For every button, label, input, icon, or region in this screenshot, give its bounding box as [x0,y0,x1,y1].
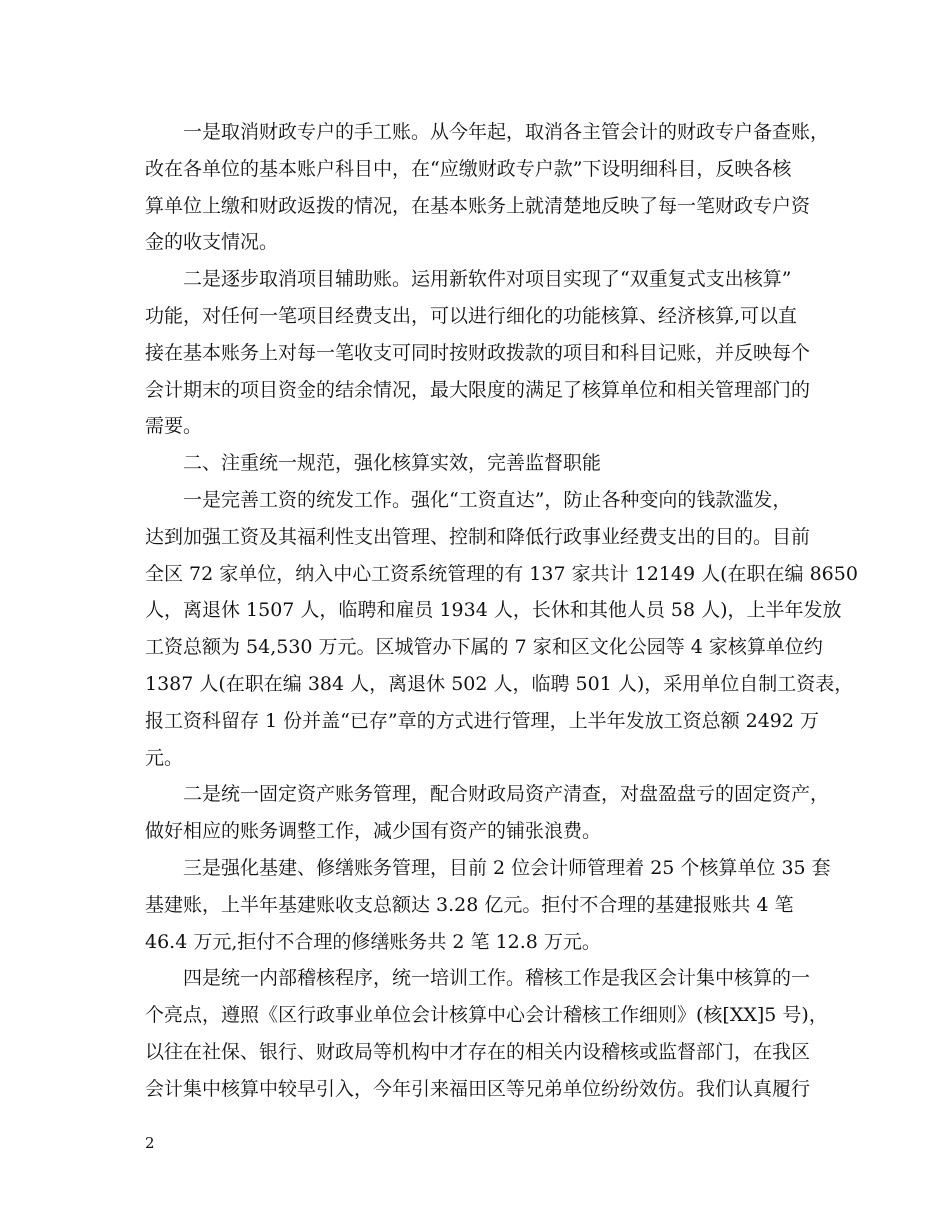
text-line: 达到加强工资及其福利性支出管理、控制和降低行政事业经费支出的目的。目前 [145,525,811,548]
text-line: 46.4 万元,拒付不合理的修缮账务共 2 笔 12.8 万元。 [145,930,601,953]
text-line: 元。 [145,746,184,769]
text-line: 三是强化基建、修缮账务管理，目前 2 位会计师管理着 25 个核算单位 35 套 [183,856,831,879]
text-line: 功能，对任何一笔项目经费支出，可以进行细化的功能核算、经济核算,可以直 [145,304,798,327]
text-line: 工资总额为 54,530 万元。区城管办下属的 7 家和区文化公园等 4 家核算单位约 [145,636,823,659]
text-line: 二是统一固定资产账务管理，配合财政局资产清查，对盘盈盘亏的固定资产， [183,783,830,806]
text-line: 金的收支情况。 [145,231,279,254]
text-line: 二是逐步取消项目辅助账。运用新软件对项目实现了“双重复式支出核算” [183,268,792,291]
text-line: 一是取消财政专户的手工账。从今年起，取消各主管会计的财政专户备查账， [183,121,830,143]
text-line: 一是完善工资的统发工作。强化“工资直达”，防止各种变向的钱款滥发， [183,488,792,511]
text-line: 全区 72 家单位，纳入中心工资系统管理的有 137 家共计 12149 人(在职在编 8650 [145,562,858,585]
text-line: 会计期末的项目资金的结余情况，最大限度的满足了核算单位和相关管理部门的 [145,378,811,401]
document-body [145,114,858,1108]
text-line: 以往在社保、银行、财政局等机构中才存在的相关内设稽核或监督部门，在我区 [145,1040,811,1063]
text-line: 个亮点，遵照《区行政事业单位会计核算中心会计稽核工作细则》(核[XX]5 号)， [145,1004,828,1027]
text-line: 会计集中核算中较早引入，今年引来福田区等兄弟单位纷纷效仿。我们认真履行 [145,1077,811,1100]
page-number: 2 [145,1134,155,1152]
text-line: 做好相应的账务调整工作，减少国有资产的铺张浪费。 [145,820,602,843]
text-line: 报工资科留存 1 份并盖“已存”章的方式进行管理，上半年发放工资总额 2492 万 [145,709,820,732]
text-line: 人，离退休 1507 人，临聘和雇员 1934 人，长休和其他人员 58 人)，上半年发放 [145,599,842,622]
text-line: 需要。 [145,415,203,438]
text-line: 改在各单位的基本账户科目中，在“应缴财政专户款”下设明细科目，反映各核 [145,157,792,180]
text-line: 1387 人(在职在编 384 人，离退休 502 人，临聘 501 人)，采用单位自制工资表， [145,672,854,695]
section-heading: 二、注重统一规范，强化核算实效，完善监督职能 [183,452,602,475]
text-line: 接在基本账务上对每一笔收支可同时按财政拨款的项目和科目记账，并反映每个 [145,341,811,364]
text-line: 基建账，上半年基建账收支总额达 3.28 亿元。拒付不合理的基建报账共 4 笔 [145,893,794,916]
text-line: 算单位上缴和财政返拨的情况，在基本账务上就清楚地反映了每一笔财政专户资 [145,194,811,217]
text-line: 四是统一内部稽核程序，统一培训工作。稽核工作是我区会计集中核算的一 [183,967,811,990]
